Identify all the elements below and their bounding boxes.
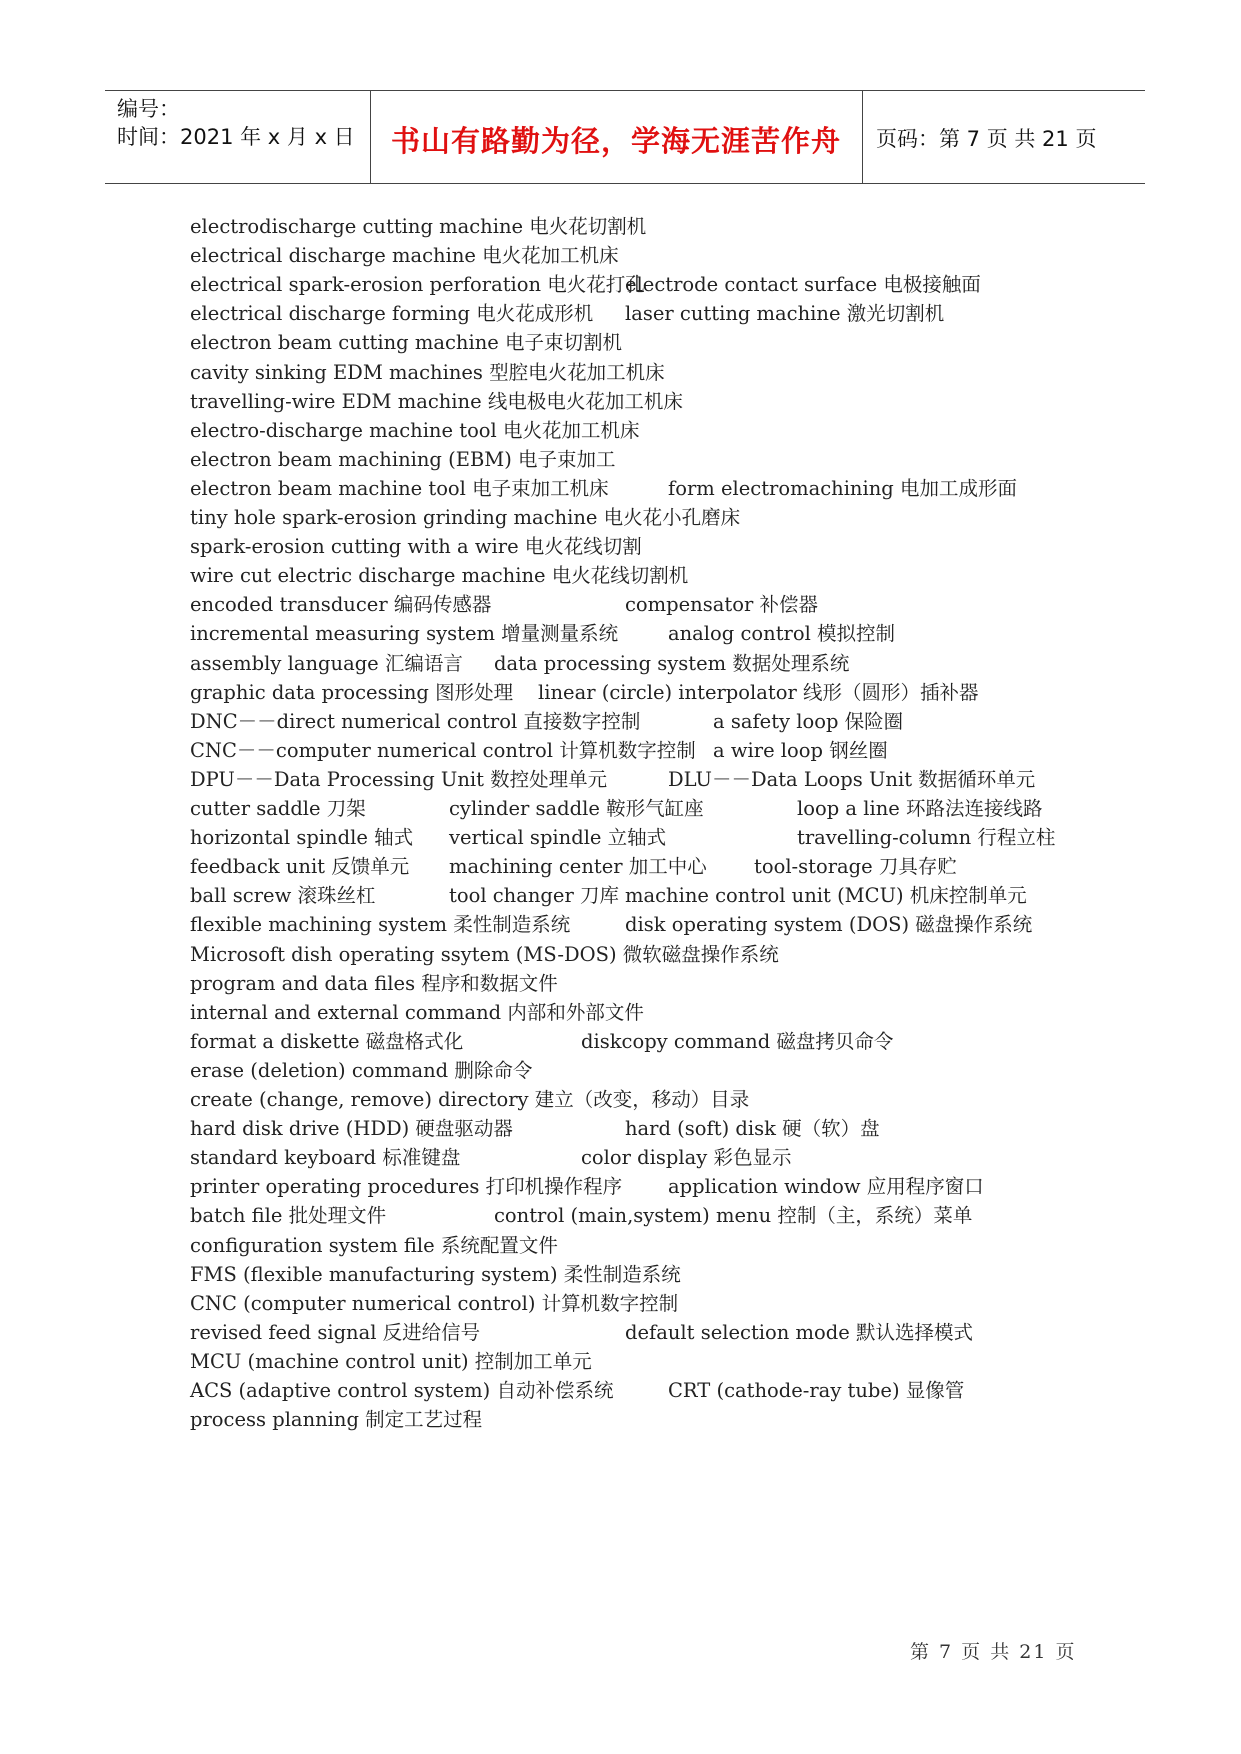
glossary-term: disk operating system (DOS) 磁盘操作系统 [625,913,1033,937]
glossary-term: wire cut electric discharge machine 电火花线切割机 [190,564,689,588]
glossary-line [190,1143,1110,1173]
glossary-term: form electromachining 电加工成形面 [668,476,1017,500]
glossary-term: DLU－－Data Loops Unit 数据循环单元 [668,767,1036,791]
glossary-line [190,1289,1110,1319]
glossary-term: create (change, remove) directory 建立（改变，移动）目录 [190,1088,750,1111]
glossary-line [190,561,1110,591]
glossary-term: analog control 模拟控制 [668,622,896,646]
glossary-term: spark-erosion cutting with a wire 电火花线切割 [190,535,642,559]
glossary-line [190,1376,1110,1406]
glossary-term: feedback unit 反馈单元 [190,855,410,879]
glossary-term: incremental measuring system 增量测量系统 [190,622,619,646]
glossary-line [190,1318,1110,1348]
glossary-term: hard disk drive (HDD) 硬盘驱动器 [190,1117,513,1141]
glossary-term: cylinder saddle 鞍形气缸座 [449,797,704,820]
glossary-line [190,852,1110,882]
glossary-term: diskcopy command 磁盘拷贝命令 [581,1029,894,1053]
glossary-term: horizontal spindle 轴式 [190,826,414,850]
glossary-term: format a diskette 磁盘格式化 [190,1029,464,1053]
glossary-term: printer operating procedures 打印机操作程序 [190,1175,623,1199]
glossary-term: data processing system 数据处理系统 [494,651,850,675]
glossary-term: DPU－－Data Processing Unit 数控处理单元 [190,767,608,791]
glossary-term: ACS (adaptive control system) 自动补偿系统 [190,1379,614,1402]
glossary-line [190,910,1110,940]
header-motto: 书山有路勤为径，学海无涯苦作舟 [390,124,841,158]
glossary-term: compensator 补偿器 [625,593,818,617]
glossary-term: loop a line 环路法连接线路 [797,797,1043,820]
glossary-line [190,1085,1110,1115]
glossary-line [190,1260,1110,1290]
glossary-term: electron beam machine tool 电子束加工机床 [190,476,609,500]
glossary-line [190,387,1110,417]
glossary-term: process planning 制定工艺过程 [190,1408,483,1432]
glossary-line [190,270,1110,300]
glossary-line [190,765,1110,795]
glossary-line [190,794,1110,824]
glossary-term: configuration system file 系统配置文件 [190,1233,558,1257]
glossary-term: electrical discharge forming 电火花成形机 [190,302,594,326]
glossary-line [190,503,1110,533]
glossary-line [190,328,1110,358]
glossary-line [190,823,1110,853]
glossary-term: CRT (cathode-ray tube) 显像管 [668,1379,965,1402]
glossary-term: revised feed signal 反进给信号 [190,1320,481,1344]
glossary-term: electro-discharge machine tool 电火花加工机床 [190,418,640,442]
glossary-line [190,707,1110,737]
glossary-term: program and data files 程序和数据文件 [190,971,558,995]
glossary-line [190,590,1110,620]
glossary-term: electrical discharge machine 电火花加工机床 [190,244,619,268]
glossary-line [190,649,1110,679]
glossary-line [190,940,1110,970]
glossary-line [190,881,1110,911]
glossary-term: machining center 加工中心 [449,855,707,879]
glossary-term: internal and external command 内部和外部文件 [190,1000,644,1024]
glossary-term: assembly language 汇编语言 [190,651,463,675]
glossary-term: standard keyboard 标准键盘 [190,1146,461,1170]
glossary-term: electron beam cutting machine 电子束切割机 [190,331,622,355]
header-motto-cell [370,91,863,183]
glossary-term: travelling-column 行程立柱 [797,826,1056,850]
glossary-term: tool-storage 刀具存贮 [754,855,957,879]
glossary-line [190,678,1110,708]
glossary-line [190,474,1110,504]
glossary-term: CNC (computer numerical control) 计算机数字控制 [190,1291,679,1315]
glossary-line [190,1201,1110,1231]
glossary-line [190,1347,1110,1377]
glossary-term: electron beam machining (EBM) 电子束加工 [190,447,616,471]
glossary-line [190,532,1110,562]
glossary-term: MCU (machine control unit) 控制加工单元 [190,1349,592,1373]
glossary-line [190,212,1110,242]
glossary-term: Microsoft dish operating ssytem (MS-DOS) 微软磁盘操作系统 [190,942,779,966]
glossary-line [190,736,1110,766]
glossary-line [190,1405,1110,1435]
document-header [105,90,1145,184]
glossary-term: machine control unit (MCU) 机床控制单元 [625,884,1027,908]
glossary-term: electrodischarge cutting machine 电火花切割机 [190,215,647,238]
glossary-line [190,299,1110,329]
glossary-line [190,416,1110,446]
glossary-term: a wire loop 钢丝圈 [713,738,888,762]
glossary-line [190,1231,1110,1261]
header-page-cell [862,91,1145,183]
glossary-term: cavity sinking EDM machines 型腔电火花加工机床 [190,360,665,384]
document-number-label: 编号： [117,97,180,121]
glossary-line [190,998,1110,1028]
document-time-label: 时间：2021 年 x 月 x 日 [117,125,355,149]
glossary-line [190,358,1110,388]
header-meta-cell [105,91,371,183]
glossary-term: graphic data processing 图形处理 [190,680,514,704]
glossary-term: vertical spindle 立轴式 [449,826,667,850]
header-page-info: 页码：第 7 页 共 21 页 [876,127,1097,151]
glossary-term: linear (circle) interpolator 线形（圆形）插补器 [538,680,979,704]
glossary-term: erase (deletion) command 删除命令 [190,1058,533,1082]
glossary-term: default selection mode 默认选择模式 [625,1320,973,1344]
glossary-term: control (main,system) menu 控制（主，系统）菜单 [494,1204,973,1228]
glossary-term: tiny hole spark-erosion grinding machine 电火花小孔磨床 [190,506,741,529]
page-footer: 第 7 页 共 21 页 [910,1641,1077,1663]
glossary-term: travelling-wire EDM machine 线电极电火花加工机床 [190,389,683,413]
glossary-term: FMS (flexible manufacturing system) 柔性制造系统 [190,1262,681,1286]
glossary-term: batch file 批处理文件 [190,1204,387,1228]
glossary-term: electrical spark-erosion perforation 电火花打孔 [190,273,645,297]
glossary-line [190,1172,1110,1202]
glossary-term: cutter saddle 刀架 [190,797,366,820]
glossary-line [190,969,1110,999]
glossary-term: CNC－－computer numerical control 计算机数字控制 [190,738,696,762]
glossary-line [190,1056,1110,1086]
glossary-line [190,1114,1110,1144]
glossary-term: a safety loop 保险圈 [713,709,904,733]
glossary-term: DNC－－direct numerical control 直接数字控制 [190,709,641,733]
glossary-line [190,445,1110,475]
glossary-term: application window 应用程序窗口 [668,1175,984,1199]
glossary-term: electrode contact surface 电极接触面 [625,273,981,297]
glossary-term: laser cutting machine 激光切割机 [625,302,945,326]
glossary-term: flexible machining system 柔性制造系统 [190,913,571,937]
glossary-line [190,241,1110,271]
glossary-term: encoded transducer 编码传感器 [190,593,492,617]
glossary-term: hard (soft) disk 硬（软）盘 [625,1117,880,1141]
glossary-term: ball screw 滚珠丝杠 [190,884,376,908]
glossary-line [190,1027,1110,1057]
glossary-term: color display 彩色显示 [581,1146,792,1170]
glossary-line [190,619,1110,649]
glossary-term: tool changer 刀库 [449,884,619,908]
